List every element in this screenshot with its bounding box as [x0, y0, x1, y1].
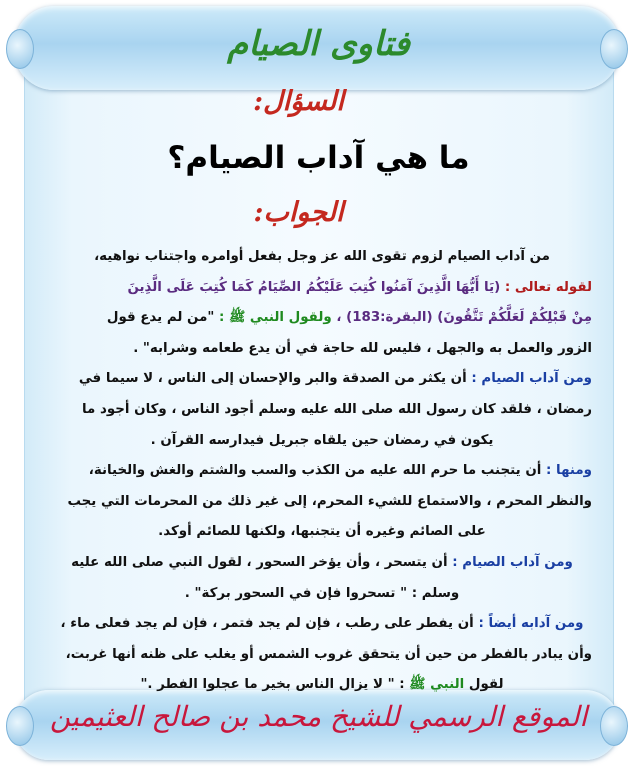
- prophet-name: النبي ﷺ: [409, 677, 465, 693]
- quran-verse: مِنْ قَبْلِكُمْ لَعَلَّكُمْ تَتَّقُونَ) (البقرة:183) ،: [336, 310, 592, 326]
- adab-label: ومن آداب الصيام :: [471, 371, 592, 387]
- adab-label: ومن آدابه أيضاً :: [478, 616, 584, 632]
- answer-line: ومنها : أن يتجنب ما حرم الله عليه من الكذب والسب والشتم والغش والخيانة،: [88, 463, 592, 479]
- adab-label: ومنها :: [546, 463, 592, 479]
- question-text: ما هي آداب الصيام؟: [167, 140, 470, 176]
- answer-line: يكون في رمضان حين يلقاه جبريل فيدارسه القرآن .: [150, 432, 494, 448]
- answer-line: مِنْ قَبْلِكُمْ لَعَلَّكُمْ تَتَّقُونَ) (البقرة:183) ، ولقول النبي ﷺ : "من لم يدع قول: [106, 310, 592, 326]
- answer-line: على الصائم وغيره أن يتجنبها، ولكنها للصائم أوكد.: [158, 524, 486, 540]
- verse-intro: لقوله تعالى :: [504, 279, 592, 295]
- page-title: فتاوى الصيام: [227, 24, 410, 64]
- answer-line: لقول النبي ﷺ : " لا يزال الناس بخير ما عجلوا الفطر .": [140, 677, 504, 693]
- answer-line: من آداب الصيام لزوم تقوى الله عز وجل بفعل أوامره واجتناب نواهيه،: [94, 249, 550, 264]
- answer-label: الجواب:: [253, 197, 344, 228]
- answer-line: والنظر المحرم ، والاستماع للشيء المحرم، إلى غير ذلك من المحرمات التي يجب: [67, 493, 592, 509]
- answer-line: ومن آداب الصيام : أن يتسحر ، وأن يؤخر السحور ، لقول النبي صلى الله عليه: [71, 554, 573, 570]
- answer-line: رمضان ، فلقد كان رسول الله صلى الله عليه وسلم أجود الناس ، وكان أجود ما: [81, 401, 592, 417]
- answer-body: [52, 242, 592, 701]
- answer-line: ومن آداب الصيام : أن يكثر من الصدقة والبر والإحسان إلى الناس ، لا سيما في: [78, 371, 592, 387]
- hadith-intro: ولقول النبي ﷺ :: [219, 310, 332, 326]
- adab-label: ومن آداب الصيام :: [452, 554, 573, 570]
- answer-line: وسلم : " تسحروا فإن في السحور بركة" .: [184, 585, 460, 601]
- answer-line: [52, 273, 592, 304]
- answer-line: ومن آدابه أيضاً : أن يفطر على رطب ، فإن لم يجد فتمر ، فإن لم يجد فعلى ماء ،: [60, 616, 584, 632]
- quran-verse: (يَا أَيُّهَا الَّذِينَ آمَنُوا كُتِبَ عَلَيْكُمُ الصِّيَامُ كَمَا كُتِبَ عَلَى الَّذِينَ: [127, 279, 501, 295]
- answer-line: وأن يبادر بالفطر من حين أن يتحقق غروب الشمس أو يغلب على ظنه أنها غربت،: [65, 646, 592, 662]
- answer-line: الزور والعمل به والجهل ، فليس لله حاجة في أن يدع طعامه وشرابه" .: [133, 340, 592, 356]
- footer-site-name: الموقع الرسمي للشيخ محمد بن صالح العثيمين: [49, 700, 588, 733]
- question-label: السؤال:: [253, 86, 344, 117]
